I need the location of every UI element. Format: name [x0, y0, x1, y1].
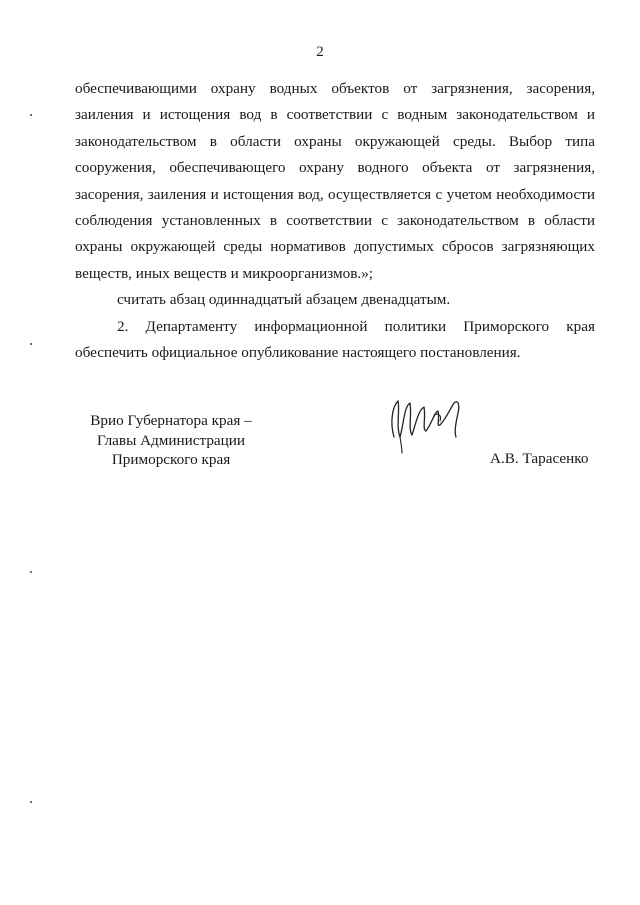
margin-mark — [30, 343, 32, 345]
document-body — [75, 76, 595, 366]
signatory-title — [76, 411, 266, 470]
margin-mark — [30, 114, 32, 116]
margin-mark — [30, 571, 32, 573]
margin-mark — [30, 801, 32, 803]
page-number: 2 — [316, 44, 324, 60]
handwritten-signature — [380, 393, 470, 455]
signatory-title-line-3: Приморского края — [111, 451, 231, 468]
paragraph-continuation: обеспечивающими охрану водных объектов от загрязнения, засорения, заиления и истощения вод в соответствии с водным законодательством и законодательством в области охраны окружающей среды. Выбор типа сооружения, обеспечивающего охрану водного объекта от загрязнения, засорения, заиления и истощения вод, осуществляется с учетом необходимости соблюдения установленных в соответствии с законодательством в области охраны окружающей среды нормативов допустимых сбросов загрязняющих веществ, иных веществ и микроорганизмов.»; — [75, 80, 595, 282]
signatory-title-line-2: Главы Администрации — [96, 431, 246, 449]
paragraph-renumber: считать абзац одиннадцатый абзацем двенадцатым. — [117, 291, 451, 309]
signer-name: А.В. Тарасенко — [490, 450, 589, 467]
paragraph-publication: 2. Департаменту информационной политики Приморского края обеспечить официальное опубликование настоящего постановления. — [75, 317, 595, 362]
signatory-title-line-1: Врио Губернатора края – — [90, 412, 252, 429]
